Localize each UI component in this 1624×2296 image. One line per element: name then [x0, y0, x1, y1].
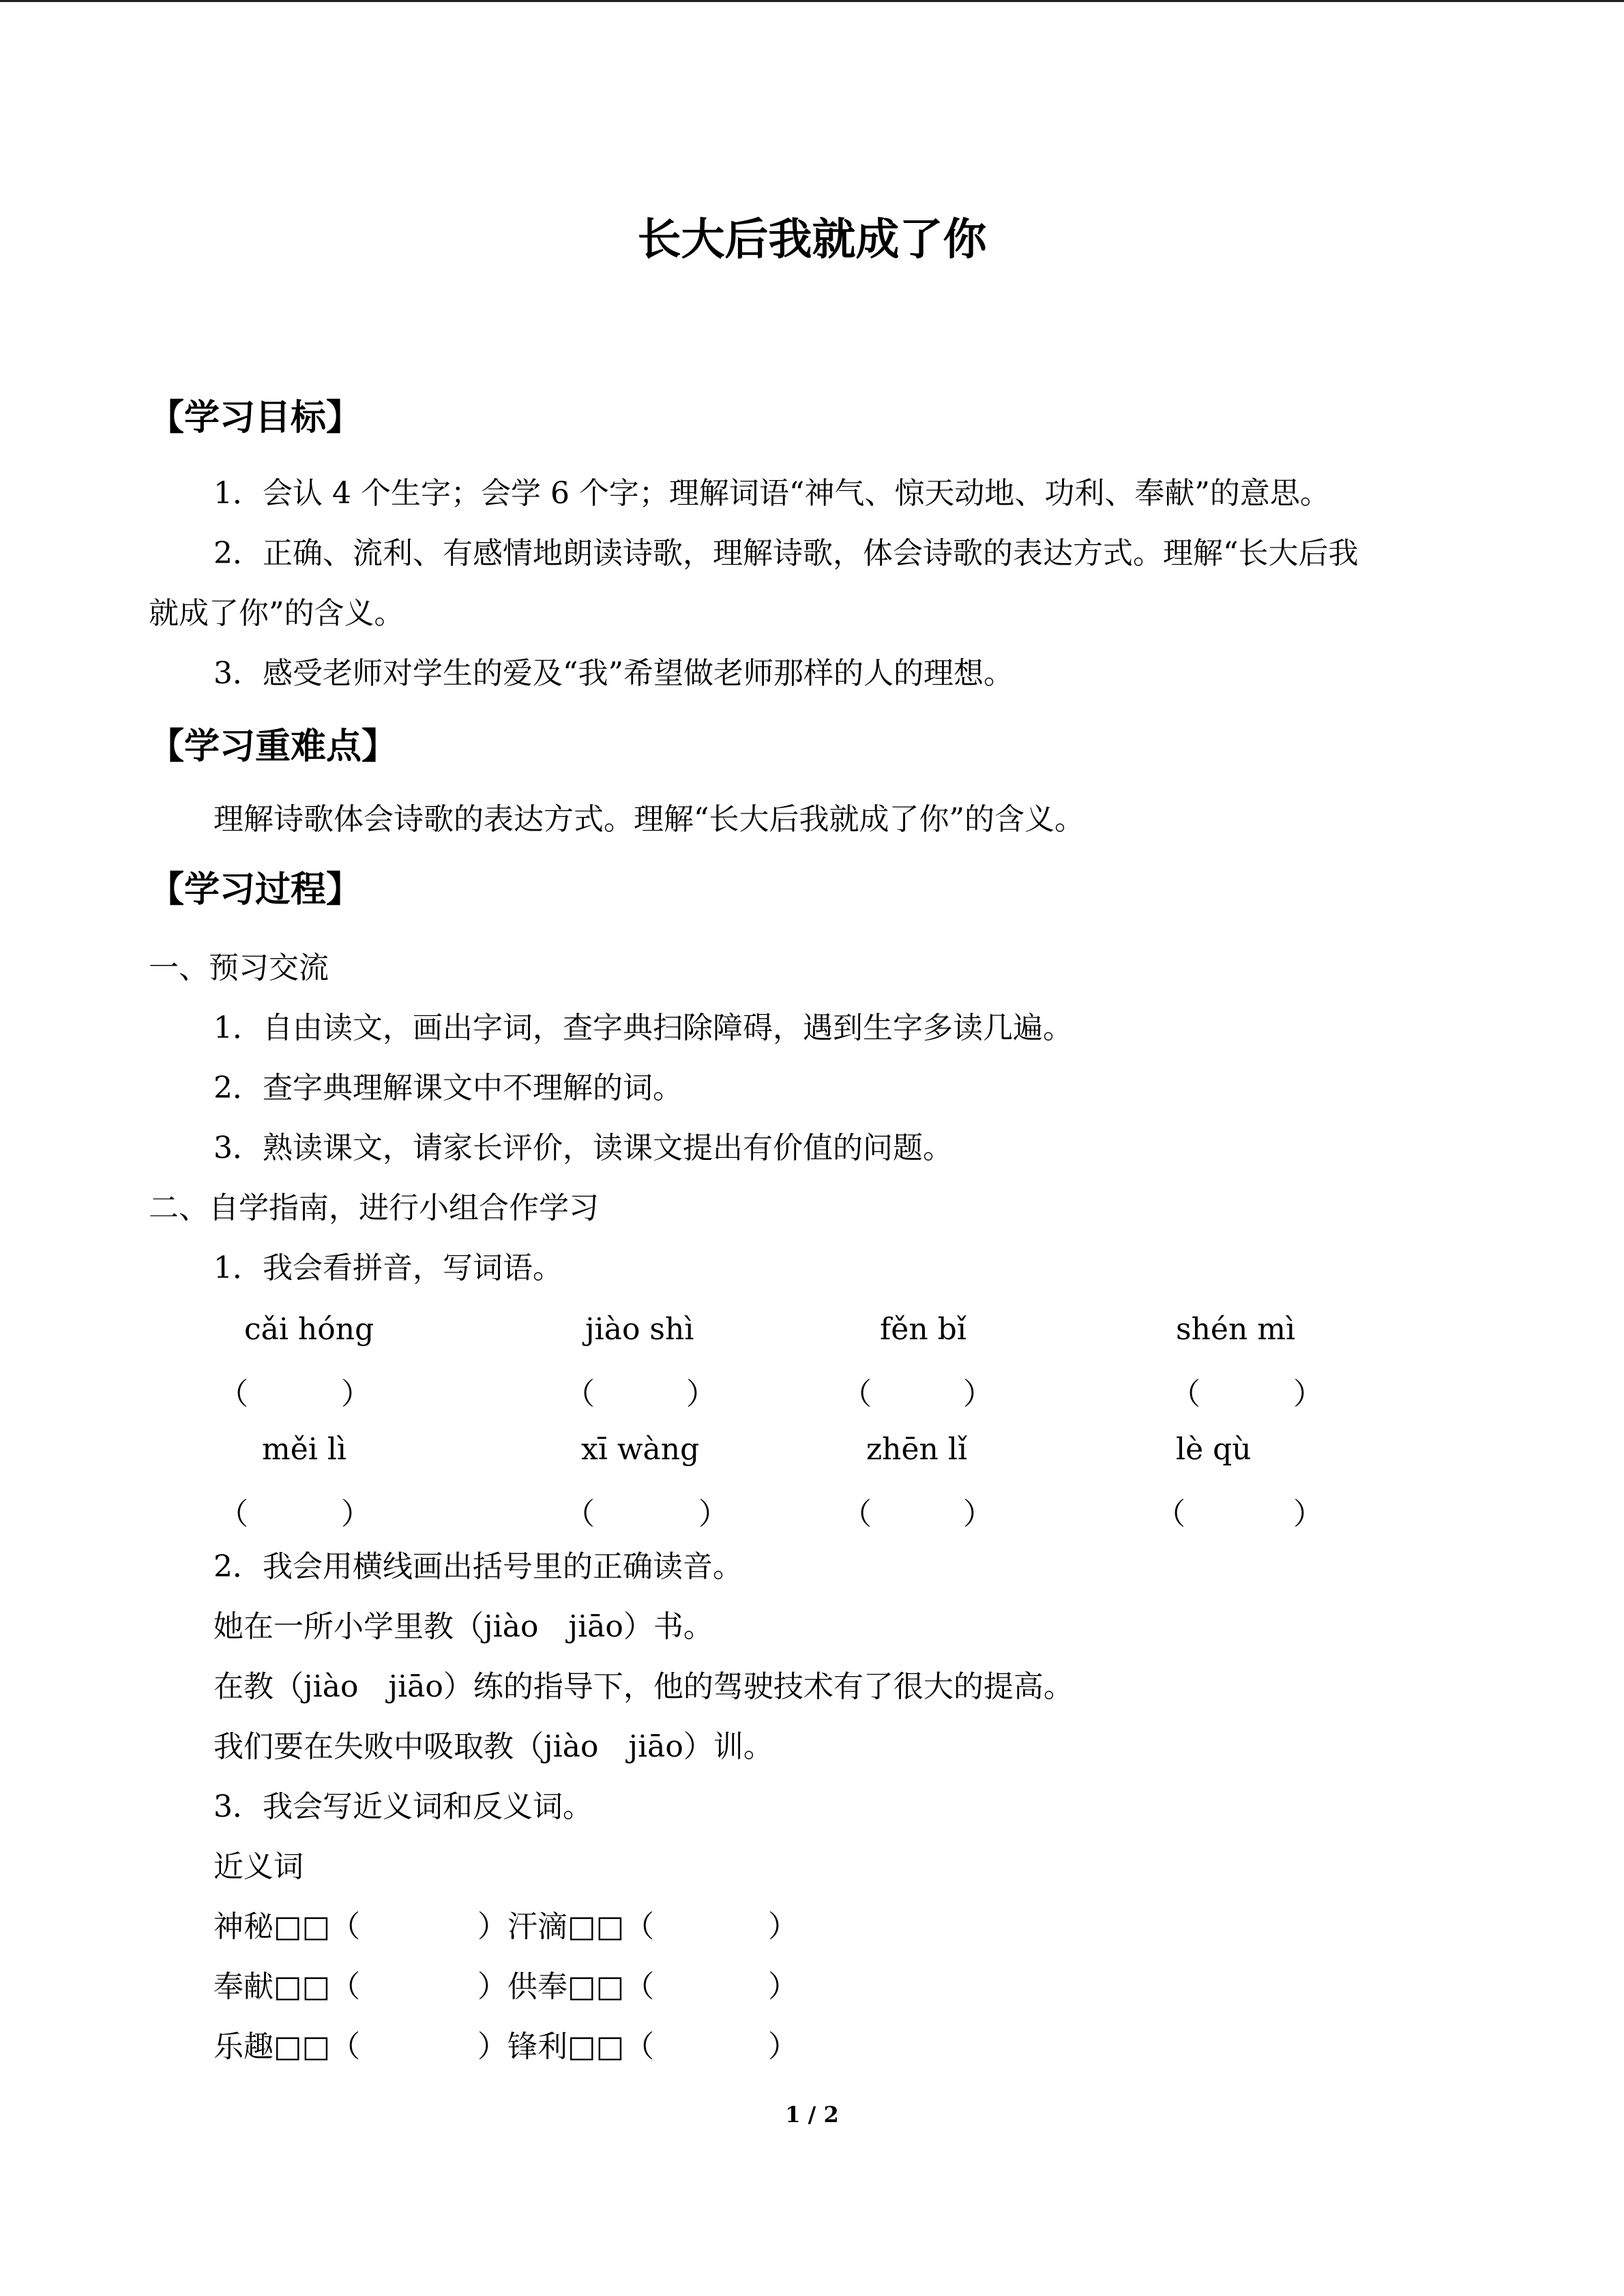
- part1-item-2: 2．查字典理解课文中不理解的词。: [213, 1071, 683, 1105]
- pinyin-5: měi lì: [262, 1432, 346, 1467]
- answer-paren-close: ）: [963, 1497, 993, 1532]
- synonym-label: 近义词: [213, 1849, 304, 1884]
- answer-paren-close: ）: [963, 1377, 993, 1412]
- answer-paren-close: ）: [698, 1497, 728, 1532]
- pinyin-3: fěn bǐ: [880, 1312, 966, 1347]
- answer-paren-open: （: [842, 1497, 872, 1532]
- answer-paren-close: ）: [1293, 1377, 1323, 1412]
- answer-paren-open: （: [565, 1497, 595, 1532]
- part1-heading: 一、预习交流: [149, 951, 329, 985]
- page-title: 长大后我就成了你: [637, 215, 987, 265]
- answer-paren-close: ）: [1293, 1497, 1323, 1532]
- synonym-row-2-a: 奉献□□（: [213, 1969, 361, 2004]
- q2-sentence-1: 她在一所小学里教（jiào jiāo）书。: [213, 1609, 713, 1644]
- synonym-row-3-a: 乐趣□□（: [213, 2029, 361, 2064]
- goal-item-3: 3．感受老师对学生的爱及“我”希望做老师那样的人的理想。: [213, 656, 1014, 691]
- answer-paren-open: （: [1170, 1377, 1200, 1412]
- pinyin-1: cǎi hóng: [244, 1312, 374, 1347]
- part1-item-3: 3．熟读课文，请家长评价，读课文提出有价值的问题。: [213, 1131, 953, 1165]
- pinyin-7: zhēn lǐ: [866, 1432, 968, 1467]
- part1-item-1: 1．自由读文，画出字词，查字典扫除障碍，遇到生字多读几遍。: [213, 1011, 1073, 1045]
- synonym-row-3-b: ）锋利□□（: [477, 2029, 655, 2064]
- goal-item-1: 1．会认 4 个生字；会学 6 个字；理解词语“神气、惊天动地、功利、奉献”的意思。: [213, 476, 1330, 511]
- page-number: 1 / 2: [785, 2102, 839, 2128]
- goal-item-2-cont: 就成了你”的含义。: [149, 596, 404, 631]
- answer-paren-open: （: [565, 1377, 595, 1412]
- synonym-row-1-b: ）汗滴□□（: [477, 1909, 655, 1944]
- synonym-row-1-a: 神秘□□（: [213, 1909, 361, 1944]
- answer-paren-open: （: [1155, 1497, 1185, 1532]
- synonym-row-2-b: ）供奉□□（: [477, 1969, 655, 2004]
- answer-paren-open: （: [218, 1377, 248, 1412]
- pinyin-6: xī wàng: [581, 1432, 700, 1467]
- answer-paren-close: ）: [341, 1497, 371, 1532]
- part2-heading: 二、自学指南，进行小组合作学习: [149, 1191, 599, 1225]
- key-points-text: 理解诗歌体会诗歌的表达方式。理解“长大后我就成了你”的含义。: [213, 802, 1084, 837]
- top-border-line: [0, 0, 1624, 2]
- question-2: 2．我会用横线画出括号里的正确读音。: [213, 1549, 743, 1584]
- answer-paren-open: （: [218, 1497, 248, 1532]
- question-3: 3．我会写近义词和反义词。: [213, 1789, 593, 1824]
- q2-sentence-3: 我们要在失败中吸取教（jiào jiāo）训。: [213, 1729, 773, 1764]
- pinyin-2: jiào shì: [585, 1312, 694, 1347]
- answer-paren-close: ）: [341, 1377, 371, 1412]
- answer-paren-close: ）: [686, 1377, 716, 1412]
- pinyin-4: shén mì: [1176, 1312, 1296, 1347]
- process-heading: 【学习过程】: [149, 869, 362, 910]
- pinyin-8: lè qù: [1176, 1432, 1252, 1467]
- answer-paren-open: （: [842, 1377, 872, 1412]
- q2-sentence-2: 在教（jiào jiāo）练的指导下，他的驾驶技术有了很大的提高。: [213, 1669, 1074, 1704]
- key-points-heading: 【学习重难点】: [149, 726, 398, 767]
- synonym-row-3-c: ）: [768, 2029, 798, 2064]
- synonym-row-2-c: ）: [768, 1969, 798, 2004]
- goals-heading: 【学习目标】: [149, 398, 362, 438]
- synonym-row-1-c: ）: [768, 1909, 798, 1944]
- question-1: 1．我会看拼音，写词语。: [213, 1251, 563, 1285]
- goal-item-2: 2．正确、流利、有感情地朗读诗歌，理解诗歌，体会诗歌的表达方式。理解“长大后我: [213, 536, 1359, 571]
